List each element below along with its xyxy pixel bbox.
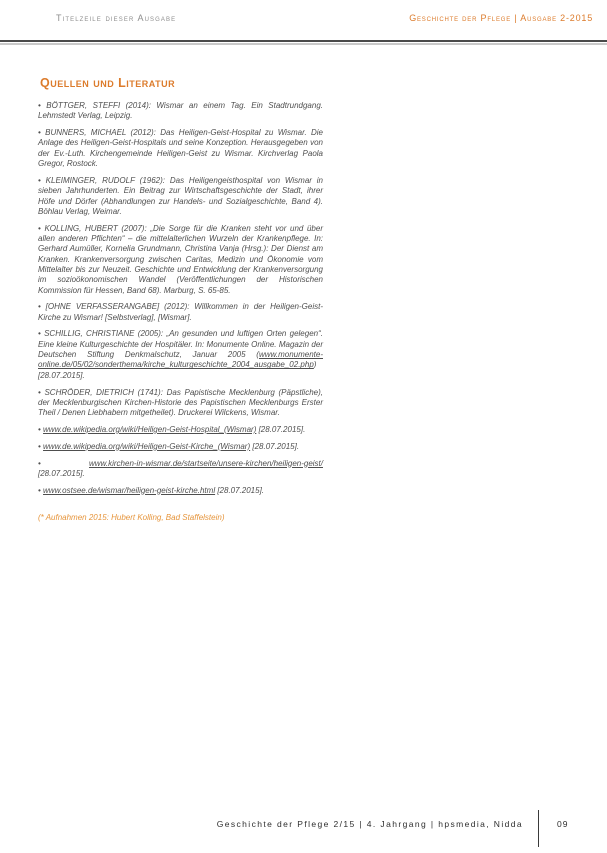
reference-access-date: [28.07.2015]. [256, 424, 306, 434]
reference-entry [38, 329, 323, 381]
reference-entry [38, 176, 323, 217]
reference-entry [38, 128, 323, 169]
page-header [56, 13, 593, 23]
reference-bullet: • [38, 387, 45, 397]
reference-entry [38, 388, 323, 419]
reference-entry [38, 425, 323, 435]
reference-bullet: • [38, 485, 44, 495]
reference-link[interactable]: www.de.wikipedia.org/wiki/Heiligen-Geist-Kirche_(Wismar) [43, 441, 251, 451]
issue-title-label: Titelzeile dieser Ausgabe [56, 13, 177, 23]
header-divider-rule [0, 40, 607, 42]
reference-entry [38, 224, 323, 296]
reference-text: KOLLING, HUBERT (2007): „Die Sorge für die Kranken steht vor und über allen anderen Pflichten“ – die mittelalterlichen Wurzeln der Krankenpflege. In: Gerhard Aumüller, Kornelia Grundmann, Christina Vanja (Hrsg.): Der Dienst am Kranken. Krankenversorgung zwischen Caritas, Medizin und Ökonomie vom Mittelalter bis zur Neuzeit. Geschichte und Entwicklung der Krankenversorgung im sozioökonomischen Wandel (Veröffentlichungen der Historischen Kommission für Hessen, Band 68). Marburg, S. 65-85. [38, 223, 323, 295]
reference-text: SCHRÖDER, DIETRICH (1741): Das Papistische Mecklenburg (Päpstliche), der Mecklenburgischen Kirchen-Historie des Papistischen Mecklenburgs Erster Theil / Denen Liebhabern mitgetheilet). Druckerei Wilckens, Wismar. [38, 387, 323, 418]
reference-access-date: [28.07.2015]. [38, 468, 85, 478]
reference-link[interactable]: www.de.wikipedia.org/wiki/Heiligen-Geist-Hospital_(Wismar) [43, 424, 257, 434]
reference-link[interactable]: www.ostsee.de/wismar/heiligen-geist-kirche.html [43, 485, 216, 495]
journal-issue-label: Geschichte der Pflege | Ausgabe 2-2015 [409, 13, 593, 23]
reference-bullet: • [38, 175, 46, 185]
reference-text: SCHILLIG, CHRISTIANE (2005): „An gesunden und luftigen Orten gelegen“. Eine kleine Kulturgeschichte der Hospitäler. In: Monumente Online. Magazin der Deutschen Stiftung Denkmalschutz, Januar 2005 ( [38, 329, 323, 360]
reference-entry [38, 459, 323, 480]
reference-bullet: • [38, 329, 45, 339]
page-footer [217, 810, 607, 847]
reference-link[interactable]: www.monumente-online.de/05/02/sonderthema/kirche_kulturgeschichte_2004_ausgabe_02.php [38, 350, 323, 370]
section-title: Quellen und Literatur [40, 76, 176, 90]
reference-entry [38, 101, 323, 122]
reference-text: BÖTTGER, STEFFI (2014): Wismar an einem Tag. Ein Stadtrundgang. Lehmstedt Verlag, Leipzig. [38, 101, 323, 121]
reference-bullet: • [38, 128, 46, 138]
page-number: 09 [557, 819, 569, 829]
reference-bullet: • [38, 223, 45, 233]
reference-bullet: • [38, 302, 46, 312]
reference-entry [38, 442, 323, 452]
reference-text: KLEIMINGER, RUDOLF (1962): Das Heiligengeisthospital von Wismar in sieben Jahrhunderten. Ein Beitrag zur Wirtschaftsgeschichte der Stadt, ihrer Höfe und Dörfer (Abhandlungen zur Handels- und Sozialgeschichte, Band 4). Böhlau Verlag, Weimar. [38, 175, 324, 216]
reference-entry [38, 486, 323, 496]
reference-access-date: [28.07.2015]. [215, 485, 265, 495]
reference-bullet: • [38, 441, 44, 451]
reference-access-date: ) [28.07.2015]. [38, 360, 317, 380]
reference-bullet: • [38, 101, 47, 110]
reference-bullet: • [38, 424, 44, 434]
references-section [38, 76, 323, 530]
reference-entry [38, 302, 323, 323]
reference-bullet: • [38, 458, 89, 468]
author-photo-note: (* Aufnahmen 2015: Hubert Kolling, Bad Staffelstein) [38, 513, 225, 522]
reference-link[interactable]: www.kirchen-in-wismar.de/startseite/unsere-kirchen/heiligen-geist/ [88, 458, 323, 468]
reference-text: [OHNE VERFASSERANGABE] (2012): Willkommen in der Heiligen-Geist-Kirche zu Wismar! [Selbstverlag], [Wismar]. [38, 302, 323, 322]
footer-journal-line: Geschichte der Pflege 2/15 | 4. Jahrgang | hpsmedia, Nidda [216, 819, 523, 829]
reference-access-date: [28.07.2015]. [250, 441, 300, 451]
reference-text: BUNNERS, MICHAEL (2012): Das Heiligen-Geist-Hospital zu Wismar. Die Anlage des Heiligen-Geist-Hospitals und seine Konzeption. Herausgegeben von der Ev.-Luth. Kirchengemeinde Heiligen-Geist zu Wismar. Kirchverlag Paola Gregor, Rostock. [38, 128, 323, 169]
